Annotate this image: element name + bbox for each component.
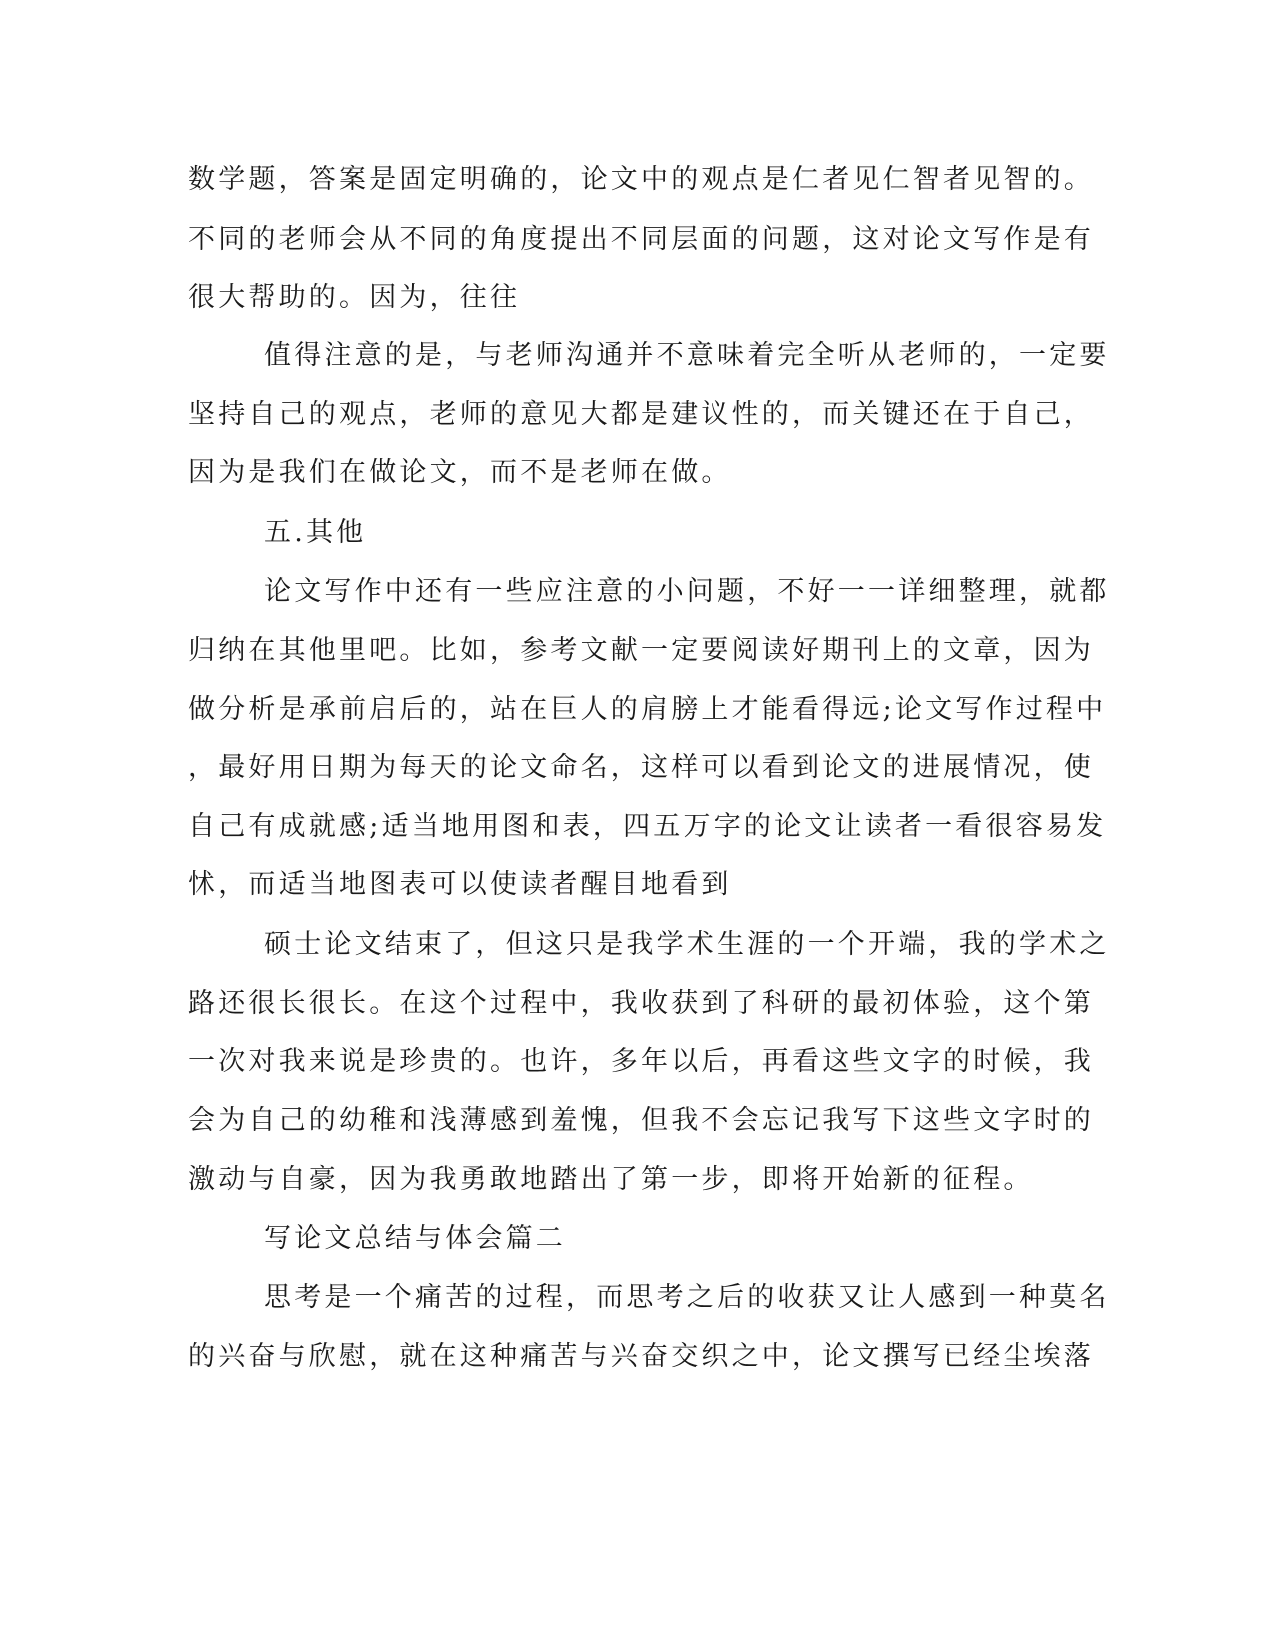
section-heading: 五.其他: [264, 517, 367, 548]
text-line: 很大帮助的。因为，往往: [188, 282, 521, 313]
text-line: 做分析是承前启后的，站在巨人的肩膀上才能看得远;论文写作过程中: [188, 694, 1107, 725]
text-line: 自己有成就感;适当地用图和表，四五万字的论文让读者一看很容易发: [188, 811, 1107, 842]
paragraph-start-line: 值得注意的是，与老师沟通并不意味着完全听从老师的，一定要: [264, 340, 1110, 371]
paragraph-start-line: 论文写作中还有一些应注意的小问题，不好一一详细整理，就都: [264, 576, 1110, 607]
paragraph-start-line: 思考是一个痛苦的过程，而思考之后的收获又让人感到一种莫名: [264, 1282, 1110, 1313]
section-heading: 写论文总结与体会篇二: [264, 1223, 566, 1254]
text-line: ，最好用日期为每天的论文命名，这样可以看到论文的进展情况，使: [188, 752, 1094, 783]
text-line: 因为是我们在做论文，而不是老师在做。: [188, 457, 732, 488]
text-line: 不同的老师会从不同的角度提出不同层面的问题，这对论文写作是有: [188, 224, 1094, 255]
text-line: 一次对我来说是珍贵的。也许，多年以后，再看这些文字的时候，我: [188, 1046, 1094, 1077]
paragraph-start-line: 硕士论文结束了，但这只是我学术生涯的一个开端，我的学术之: [264, 929, 1110, 960]
text-line: 怵，而适当地图表可以使读者醒目地看到: [188, 869, 732, 900]
text-line: 归纳在其他里吧。比如，参考文献一定要阅读好期刊上的文章，因为: [188, 635, 1094, 666]
text-line: 的兴奋与欣慰，就在这种痛苦与兴奋交织之中，论文撰写已经尘埃落: [188, 1341, 1094, 1372]
text-line: 激动与自豪，因为我勇敢地踏出了第一步，即将开始新的征程。: [188, 1164, 1034, 1195]
text-line: 会为自己的幼稚和浅薄感到羞愧，但我不会忘记我写下这些文字时的: [188, 1105, 1094, 1136]
text-line: 数学题，答案是固定明确的，论文中的观点是仁者见仁智者见智的。: [188, 164, 1094, 195]
text-line: 坚持自己的观点，老师的意见大都是建议性的，而关键还在于自己，: [188, 399, 1094, 430]
text-line: 路还很长很长。在这个过程中，我收获到了科研的最初体验，这个第: [188, 988, 1094, 1019]
